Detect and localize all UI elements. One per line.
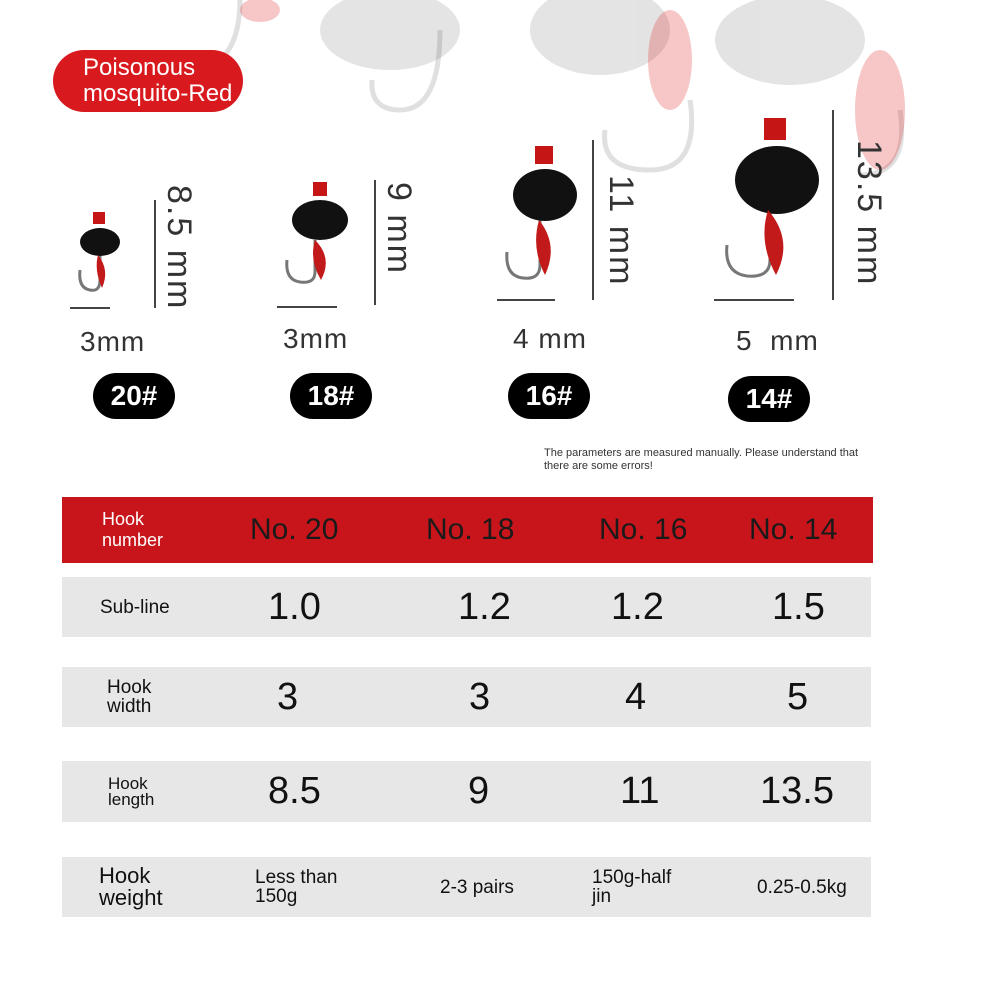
hook-16-size-pill: 16#	[508, 373, 590, 419]
row-label-hook-weight-line1: Hook	[99, 863, 151, 888]
cell-hook-weight-no20: Less than 150g	[255, 867, 338, 907]
row-label-hook-length-line2: length	[108, 789, 155, 809]
cell-hook-weight-no18: 2-3 pairs	[440, 876, 514, 898]
hook-16-width-label: 4 mm	[513, 323, 587, 354]
table-row-hook-width	[62, 667, 871, 727]
cell-hook-width-no14: 5	[787, 675, 809, 718]
hook-20-width-label: 3mm	[80, 326, 146, 357]
header-col-no20: No. 20	[250, 513, 339, 546]
row-label-hook-length-line1: Hook	[108, 773, 148, 793]
hook-20-length-label: 8.5 mm	[160, 185, 198, 311]
cell-hook-width-no20: 3	[277, 675, 299, 718]
hook-18-size-pill: 18#	[290, 373, 372, 419]
hook-20-size-pill: 20#	[93, 373, 175, 419]
table-row-hook-length	[62, 761, 871, 822]
cell-sub-line-no14: 1.5	[772, 585, 825, 628]
cell-hook-width-no18: 3	[469, 675, 491, 718]
cell-hook-length-no18: 9	[468, 770, 490, 812]
hook-figure-14	[712, 110, 842, 310]
hook-14-width-label: 5 mm	[736, 325, 819, 356]
row-label-hook-width-line1: Hook	[107, 677, 152, 698]
hook-14-length-label: 13.5 mm	[850, 140, 888, 287]
measurement-note: The parameters are measured manually. Please understand that there are some errors!	[544, 447, 859, 472]
cell-hook-weight-no14: 0.25-0.5kg	[757, 876, 847, 898]
title-line-1: Poisonous	[83, 54, 196, 81]
cell-hook-width-no16: 4	[625, 675, 647, 718]
cell-sub-line-no20: 1.0	[268, 585, 321, 628]
cell-hook-length-no20: 8.5	[268, 770, 321, 812]
hook-14-icon	[712, 110, 842, 310]
product-title-badge	[53, 50, 243, 112]
row-label-hook-length	[108, 761, 154, 822]
table-header-row	[62, 497, 873, 563]
cell-hook-length-no16: 11	[620, 770, 660, 812]
header-label-line2: number	[102, 530, 164, 550]
header-col-no18: No. 18	[426, 513, 515, 546]
row-label-hook-weight-line2: weight	[99, 885, 163, 910]
header-label-line1: Hook	[102, 509, 145, 529]
header-label	[102, 497, 163, 563]
table-row-hook-weight	[62, 857, 871, 917]
hook-16-icon	[495, 140, 615, 310]
hook-figure-18	[275, 180, 395, 310]
cell-hook-length-no14: 13.5	[760, 770, 834, 812]
cell-sub-line-no18: 1.2	[458, 585, 511, 628]
hook-figure-16	[495, 140, 615, 310]
title-line-2: mosquito-Red	[83, 80, 233, 107]
cell-hook-weight-no16: 150g-half jin	[592, 867, 672, 907]
hook-18-icon	[275, 180, 395, 310]
row-label-hook-width-line2: width	[107, 696, 152, 717]
hook-18-length-label: 9 mm	[380, 182, 418, 275]
hook-14-size-pill: 14#	[728, 376, 810, 422]
hook-16-length-label: 11 mm	[602, 175, 640, 287]
table-row-sub-line	[62, 577, 871, 637]
cell-sub-line-no16: 1.2	[611, 585, 664, 628]
header-col-no14: No. 14	[749, 513, 838, 546]
row-label-sub-line: Sub-line	[100, 596, 170, 618]
row-label-hook-width	[107, 667, 151, 727]
hook-18-width-label: 3mm	[283, 323, 349, 354]
header-col-no16: No. 16	[599, 513, 688, 546]
row-label-hook-weight	[99, 857, 163, 917]
